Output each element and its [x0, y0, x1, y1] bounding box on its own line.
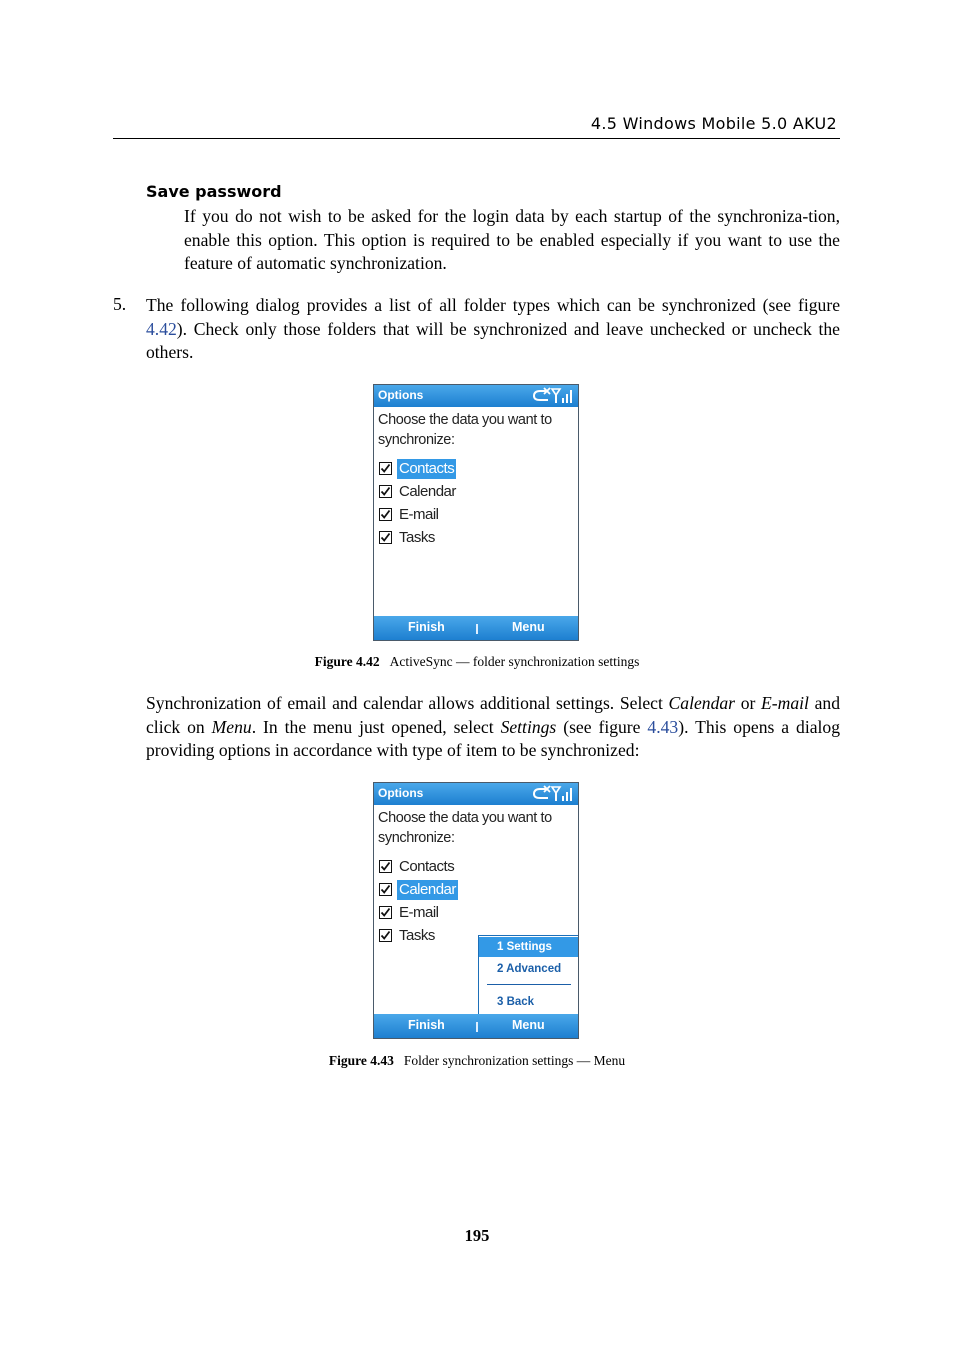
finish-softkey[interactable]: Finish: [408, 620, 445, 634]
text-run: or: [735, 693, 762, 713]
popup-menu: [478, 935, 579, 1014]
phone-screenshot-options-menu: [373, 782, 579, 1039]
checkbox-checked-icon[interactable]: [379, 531, 392, 544]
menu-item-settings[interactable]: 1 Settings: [479, 937, 579, 957]
caption-label: Figure 4.42: [314, 654, 380, 669]
definition-body: If you do not wish to be asked for the login data by each startup of the synchroniza-tion, enable this option. This option is required to be enabled especially if you want to use the feature of automatic synchronization.: [184, 206, 840, 273]
definition-term: Save password: [146, 182, 282, 201]
phone-screenshot-options: [373, 384, 579, 641]
softkey-divider: [476, 1022, 478, 1032]
prompt-line-2: synchronize:: [378, 830, 455, 846]
dialog-prompt: [378, 808, 568, 848]
list-item-number: 5.: [113, 294, 127, 314]
emphasis: Calendar: [668, 693, 736, 713]
checkbox-label: Tasks: [399, 529, 435, 546]
finish-softkey[interactable]: Finish: [408, 1018, 445, 1032]
list-item-text-a: The following dialog provides a list of all folder types which can be synchronized (see figure: [146, 295, 840, 315]
running-title: 4.5 Windows Mobile 5.0 AKU2: [590, 114, 837, 133]
checkbox-label: Tasks: [399, 927, 435, 944]
checkbox-label: Contacts: [399, 858, 455, 875]
checkbox-checked-icon[interactable]: [379, 860, 392, 873]
figure-caption: [0, 654, 954, 670]
running-header: [113, 114, 840, 139]
body-paragraph: [146, 692, 840, 763]
list-item-text: [146, 294, 840, 365]
text-run: . In the menu just opened, select: [251, 716, 501, 737]
menu-item-advanced[interactable]: 2 Advanced: [497, 963, 562, 975]
menu-item-back[interactable]: 3 Back: [497, 996, 535, 1008]
checkbox-checked-icon[interactable]: [379, 929, 392, 942]
text-run: and click on: [146, 693, 840, 737]
checkbox-checked-icon[interactable]: [379, 883, 392, 896]
text-run: ). This opens a dialog providing options in accordance with type of item to be synchronized:: [146, 716, 840, 760]
checkbox-checked-icon[interactable]: [379, 462, 392, 475]
checkbox-label: E-mail: [399, 506, 439, 523]
caption-text: ActiveSync — folder synchronization settings: [389, 654, 640, 669]
emphasis: E-mail: [761, 693, 809, 713]
caption-text: Folder synchronization settings — Menu: [403, 1053, 626, 1068]
dialog-prompt: [378, 410, 568, 450]
signal-strength-icon: [532, 387, 574, 405]
figure-caption: [0, 1053, 954, 1069]
text-run: Synchronization of email and calendar allows additional settings. Select: [146, 693, 669, 713]
prompt-line-1: Choose the data you want to: [378, 810, 552, 826]
menu-softkey[interactable]: Menu: [512, 1018, 545, 1032]
dialog-title: Options: [378, 786, 424, 800]
checkbox-label: Calendar: [399, 881, 456, 898]
softkey-divider: [476, 624, 478, 634]
figure-reference-link[interactable]: 4.43: [647, 716, 679, 737]
prompt-line-2: synchronize:: [378, 432, 455, 448]
checkbox-label: E-mail: [399, 904, 439, 921]
dialog-title: Options: [378, 388, 424, 402]
prompt-line-1: Choose the data you want to: [378, 412, 552, 428]
list-item-text-b: ). Check only those folders that will be synchronized and leave unchecked or uncheck the others.: [146, 318, 840, 362]
page-number: 195: [464, 1226, 490, 1245]
text-run: (see figure: [556, 716, 648, 737]
menu-softkey[interactable]: Menu: [512, 620, 545, 634]
signal-strength-icon: [532, 785, 574, 803]
caption-label: Figure 4.43: [328, 1053, 394, 1068]
title-bar: [374, 783, 578, 805]
checkbox-checked-icon[interactable]: [379, 485, 392, 498]
checkbox-checked-icon[interactable]: [379, 906, 392, 919]
emphasis: Settings: [500, 716, 557, 737]
emphasis: Menu: [211, 716, 252, 737]
softkey-bar: [374, 616, 578, 640]
checkbox-label: Contacts: [399, 460, 455, 477]
checkbox-checked-icon[interactable]: [379, 508, 392, 521]
figure-reference-link[interactable]: 4.42: [146, 318, 177, 339]
title-bar: [374, 385, 578, 407]
menu-divider: [487, 984, 571, 985]
softkey-bar: [374, 1014, 578, 1038]
checkbox-label: Calendar: [399, 483, 456, 500]
